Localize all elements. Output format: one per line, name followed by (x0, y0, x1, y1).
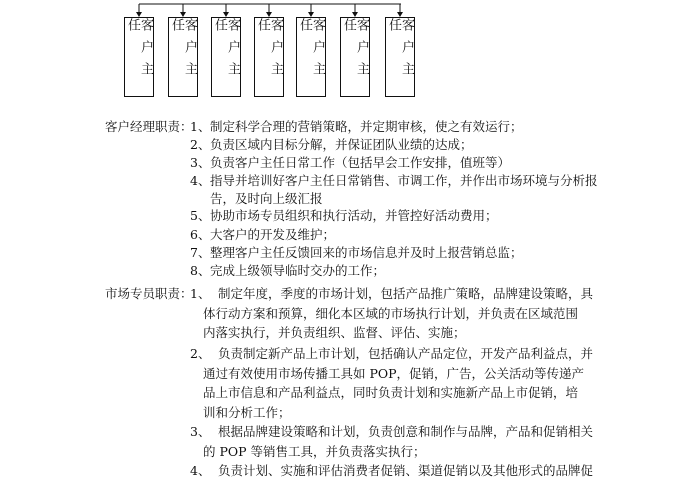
specialist-duty-text: 制定年度，季度的市场计划，包括产品推广策略，品牌建设策略，具 (218, 286, 594, 301)
manager-duties-label: 客户经理职责： (105, 119, 193, 134)
specialist-duty-text: 负责计划、实施和评估消费者促销、渠道促销以及其他形式的品牌促 (218, 463, 594, 478)
manager-duty-number: 3、 (190, 155, 211, 170)
manager-duty-text: 完成上级领导临时交办的工作； (210, 263, 386, 278)
manager-duty-number: 2、 (190, 137, 211, 152)
manager-duty-number: 5、 (190, 208, 211, 223)
manager-duty-text: 整理客户主任反馈回来的市场信息并及时上报营销总监； (210, 245, 523, 260)
manager-duty-text: 告，及时向上级汇报 (210, 190, 323, 206)
specialist-duty-number: 4、 (190, 463, 211, 478)
manager-duty-number: 6、 (190, 227, 211, 242)
specialist-duty-text: 负责制定新产品上市计划，包括确认产品定位，开发产品利益点，并 (218, 346, 594, 361)
specialist-duty-number: 1、 (190, 286, 211, 301)
specialist-duty-text: 根据品牌建设策略和计划，负责创意和制作与品牌，产品和促销相关 (218, 424, 594, 439)
manager-duty-text: 负责客户主任日常工作（包括早会工作安排，值班等） (210, 155, 511, 170)
specialist-duties-label: 市场专员职责： (105, 286, 193, 301)
manager-duty-text: 协助市场专员组织和执行活动，并管控好活动费用； (210, 208, 498, 223)
org-box-label: 客户主任 (341, 18, 369, 84)
specialist-duty-text: 的 POP 等销售工具，并负责落实执行； (203, 443, 426, 459)
manager-duty-number: 8、 (190, 263, 211, 278)
org-box-label: 客户主任 (169, 18, 197, 84)
specialist-duty-text: 训和分析工作； (203, 404, 291, 420)
manager-duty-text: 大客户的开发及维护； (210, 227, 336, 242)
manager-duty-number: 7、 (190, 245, 211, 260)
org-box-label: 客户主任 (212, 18, 240, 84)
org-box-label: 客户主任 (255, 18, 283, 84)
specialist-duty-number: 3、 (190, 424, 211, 439)
manager-duty-number: 1、 (190, 119, 211, 134)
manager-duty-text: 制定科学合理的营销策略，并定期审核，使之有效运行； (210, 119, 523, 134)
manager-duty-text: 负责区域内目标分解，并保证团队业绩的达成； (210, 137, 473, 152)
specialist-duty-number: 2、 (190, 346, 211, 361)
org-box-label: 客户主任 (386, 18, 414, 84)
org-box-label: 客户主任 (125, 18, 153, 84)
specialist-duty-text: 内落实执行，并负责组织、监督、评估、实施； (203, 325, 466, 340)
manager-duty-number: 4、 (190, 173, 211, 188)
specialist-duty-text: 体行动方案和预算，细化本区域的市场执行计划，并负责在区域范围 (203, 305, 579, 321)
specialist-duty-text: 通过有效使用市场传播工具如 POP，促销，广告，公关活动等传递产 (203, 365, 585, 381)
manager-duty-text: 指导并培训好客户主任日常销售、市调工作，并作出市场环境与分析报 (210, 173, 598, 188)
specialist-duty-text: 品上市信息和产品利益点，同时负责计划和实施新产品上市促销，培 (203, 385, 579, 400)
org-box-label: 客户主任 (297, 18, 325, 84)
